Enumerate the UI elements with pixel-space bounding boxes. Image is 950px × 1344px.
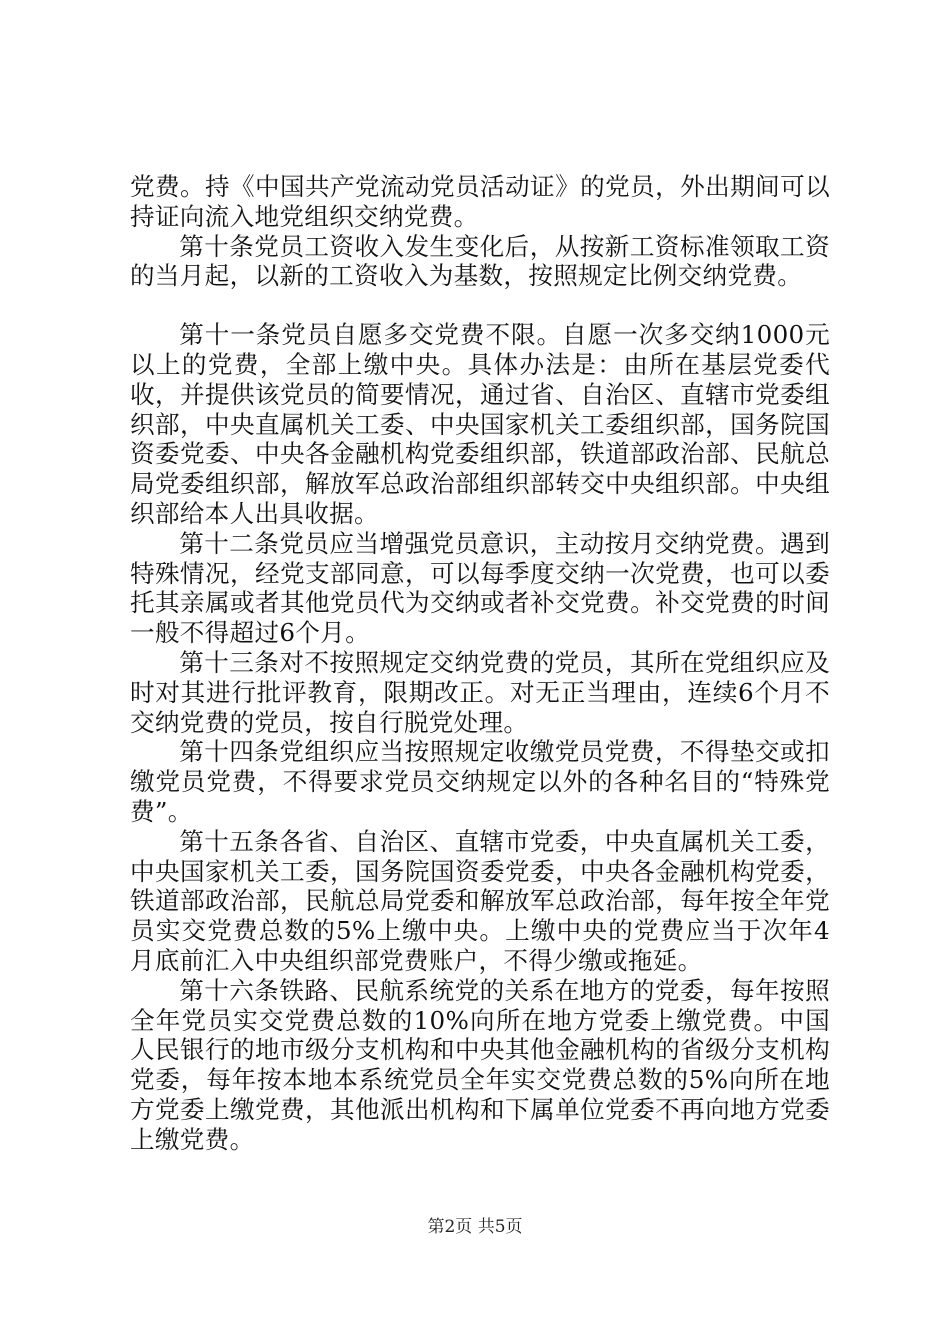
page-number-footer: 第2页 共5页 [427, 1217, 523, 1237]
paragraph-article-12: 第十二条党员应当增强党员意识，主动按月交纳党费。遇到特殊情况，经党支部同意，可以每季度交纳一次党费，也可以委托其亲属或者其他党员代为交纳或者补交党费。补交党费的时间一般不得超过6个月。 [130, 528, 830, 648]
paragraph-article-11: 第十一条党员自愿多交党费不限。自愿一次多交纳1000元以上的党费，全部上缴中央。具体办法是：由所在基层党委代收，并提供该党员的简要情况，通过省、自治区、直辖市党委组织部，中央直属机关工委、中央国家机关工委组织部，国务院国资委党委、中央各金融机构党委组织部，铁道部政治部、民航总局党委组织部，解放军总政治部组织部转交中央组织部。中央组织部给本人出具收据。 [130, 320, 830, 528]
paragraph-article-15: 第十五条各省、自治区、直辖市党委，中央直属机关工委，中央国家机关工委，国务院国资委党委，中央各金融机构党委，铁道部政治部，民航总局党委和解放军总政治部，每年按全年党员实交党费总数的5%上缴中央。上缴中央的党费应当于次年4月底前汇入中央组织部党费账户，不得少缴或拖延。 [130, 826, 830, 975]
document-body [130, 172, 830, 1192]
paragraph-article-14: 第十四条党组织应当按照规定收缴党员党费，不得垫交或扣缴党员党费，不得要求党员交纳规定以外的各种名目的“特殊党费”。 [130, 737, 830, 826]
paragraph-continuation: 党费。持《中国共产党流动党员活动证》的党员，外出期间可以持证向流入地党组织交纳党费。 [130, 172, 830, 231]
paragraph-article-13: 第十三条对不按照规定交纳党费的党员，其所在党组织应及时对其进行批评教育，限期改正。对无正当理由，连续6个月不交纳党费的党员，按自行脱党处理。 [130, 647, 830, 737]
paragraph-article-10: 第十条党员工资收入发生变化后，从按新工资标准领取工资的当月起，以新的工资收入为基数，按照规定比例交纳党费。 [130, 231, 830, 291]
paragraph-article-16: 第十六条铁路、民航系统党的关系在地方的党委，每年按照全年党员实交党费总数的10%向所在地方党委上缴党费。中国人民银行的地市级分支机构和中央其他金融机构的省级分支机构党委，每年按本地本系统党员全年实交党费总数的5%向所在地方党委上缴党费，其他派出机构和下属单位党委不再向地方党委上缴党费。 [130, 975, 830, 1154]
